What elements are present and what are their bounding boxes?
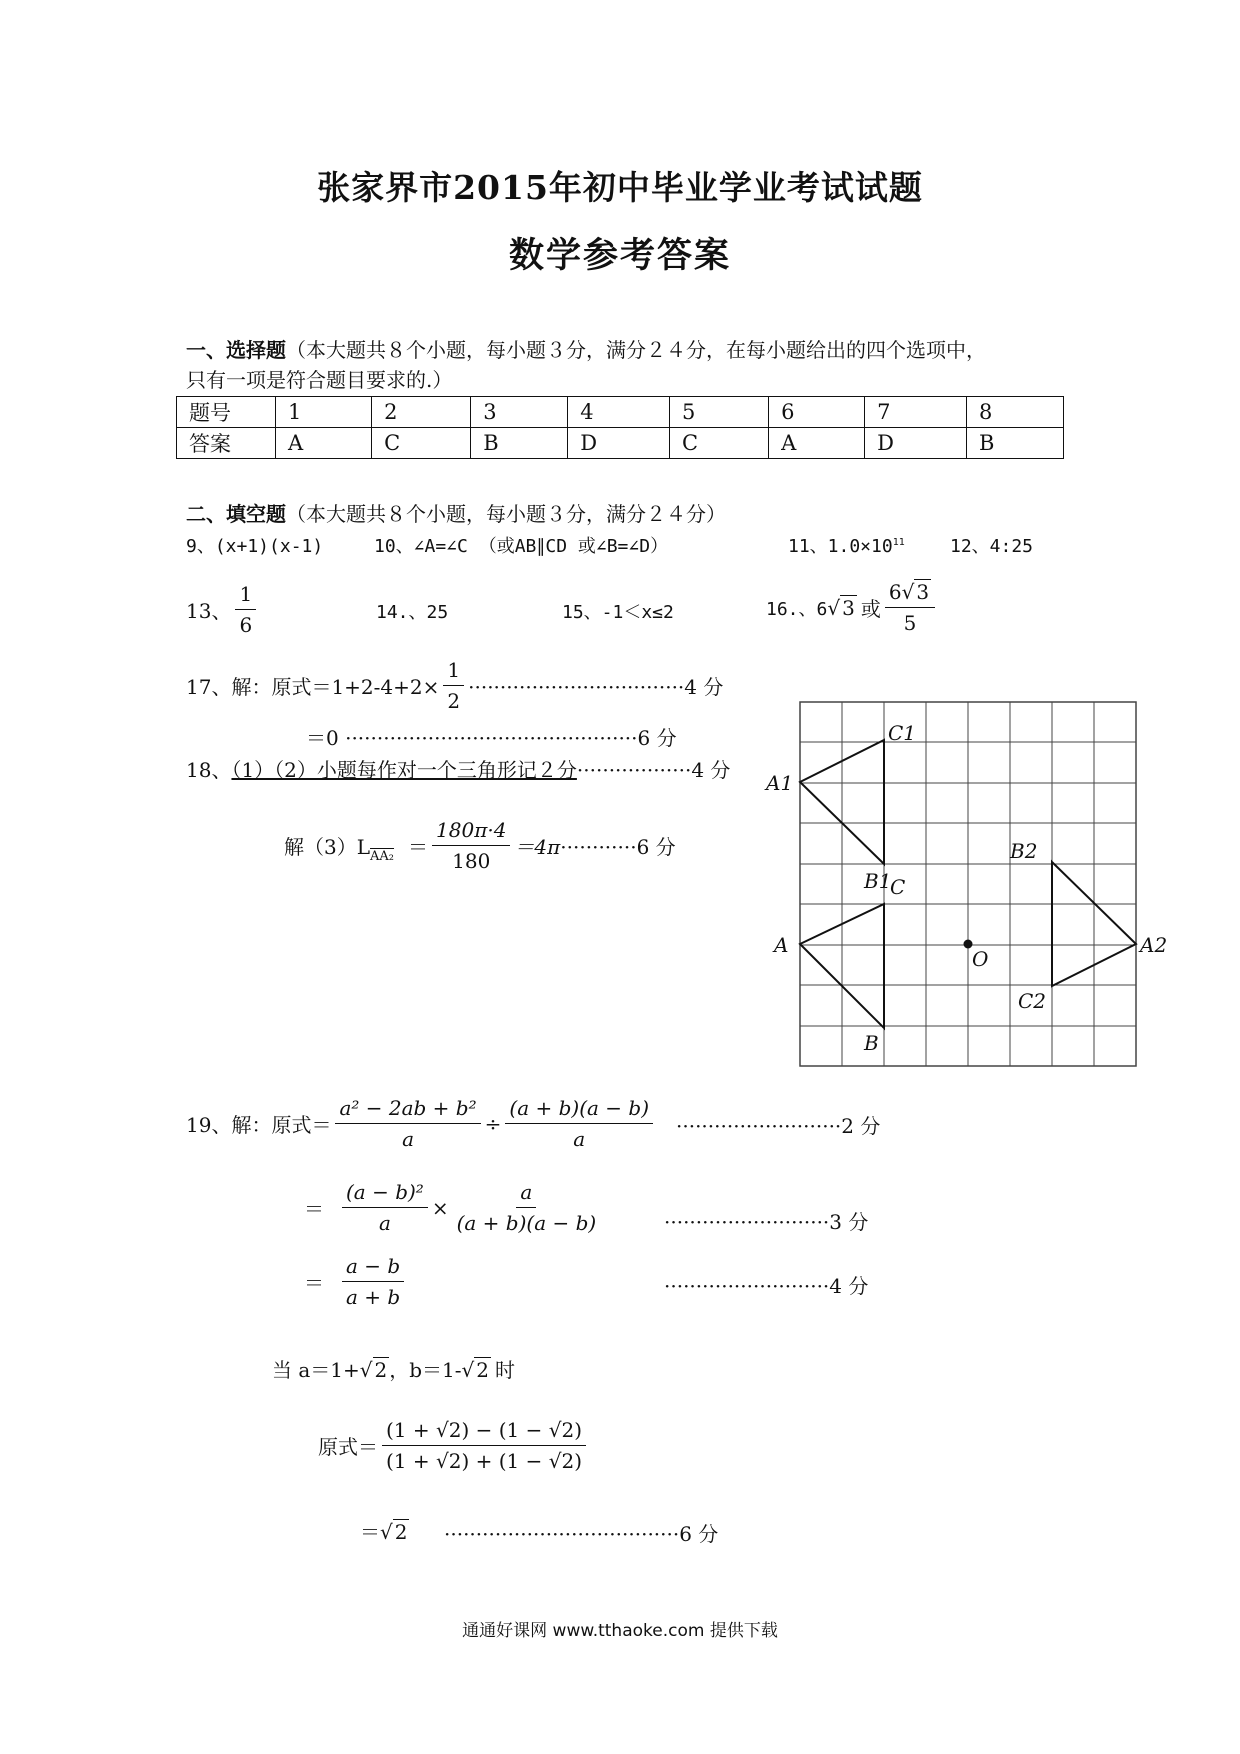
- q19-dots2: ··························3 分: [664, 1210, 869, 1234]
- label-c1: C1: [888, 721, 917, 745]
- q18-result: ＝4π: [514, 835, 561, 859]
- table-row: [177, 428, 1064, 459]
- section2-heading: 二、填空题: [186, 502, 286, 526]
- radicand: 2: [394, 1520, 408, 1544]
- answer-q11-base: 11、1.0×10: [788, 536, 893, 557]
- cond-mid: ，b＝1-: [389, 1358, 462, 1382]
- page-subtitle: 数学参考答案: [508, 235, 731, 276]
- answer-q13-label: 13、: [186, 599, 232, 623]
- answer-q16-or: 或: [860, 597, 881, 621]
- arc-subscript: AA₂: [370, 849, 395, 864]
- fraction-numerator: [885, 580, 935, 608]
- table-cell: C: [372, 428, 471, 459]
- answer-q12: 12、4:25: [950, 536, 1034, 557]
- answer-q16-label: 16.、6: [766, 598, 828, 620]
- q19-dots3: ··························4 分: [664, 1274, 869, 1298]
- page-title: 张家界市2015年初中毕业学业考试试题: [317, 168, 923, 207]
- fraction-denominator: (1 + √2) + (1 − √2): [386, 1449, 583, 1473]
- sqrt-expression: √ 2: [359, 1358, 388, 1382]
- fraction-denominator: 6: [239, 613, 253, 637]
- fraction-numerator: (a − b)²: [342, 1180, 428, 1208]
- fraction-numerator: 1: [235, 582, 256, 610]
- label-b2: B2: [1010, 839, 1038, 863]
- sqrt-expression: √ 3: [827, 595, 855, 620]
- fraction-numerator: a − b: [342, 1254, 404, 1282]
- label-a: A: [774, 933, 789, 957]
- q18-prefix: 18、: [186, 758, 232, 782]
- answer-q18-line2: [284, 818, 676, 873]
- section1-desc: （本大题共８个小题，每小题３分，满分２４分，在每小题给出的四个选项中，: [286, 338, 986, 362]
- label-a2: A2: [1140, 933, 1168, 957]
- table-cell: 5: [669, 397, 768, 428]
- sqrt-expression: √ 3: [901, 580, 930, 604]
- answer-q11-exp: 11: [892, 537, 905, 548]
- answer-q15: 15、-1＜x≤2: [562, 602, 674, 623]
- answer-table: [176, 396, 1064, 459]
- table-cell: B: [966, 428, 1063, 459]
- fraction-numerator: 1: [443, 658, 464, 686]
- radicand: 2: [374, 1358, 388, 1382]
- answer-q14: 14.、25: [376, 602, 449, 623]
- section2-line: [186, 498, 726, 527]
- fraction: [885, 580, 935, 635]
- fraction: [453, 1180, 601, 1235]
- section1-line1: [186, 334, 986, 363]
- fraction-denominator: 5: [903, 611, 917, 635]
- fraction-numerator: a: [516, 1180, 536, 1208]
- table-cell: 1: [276, 397, 372, 428]
- fraction: [235, 582, 256, 637]
- answer-q19-line5: [360, 1516, 409, 1545]
- table-cell: 7: [865, 397, 967, 428]
- sqrt-expression: √ 2: [380, 1520, 408, 1544]
- q19-condition: [272, 1354, 515, 1383]
- q19-prefix: 19、解：原式＝: [186, 1113, 332, 1137]
- label-c2: C2: [1018, 989, 1047, 1013]
- answer-q16: [766, 580, 939, 635]
- answer-q19-line3: [304, 1254, 408, 1309]
- fraction: [342, 1254, 404, 1309]
- equals-sign: ＝: [304, 1271, 324, 1295]
- equals-sign: ＝: [408, 835, 429, 859]
- table-row: [177, 397, 1064, 428]
- q18-dots: ··················4 分: [576, 758, 731, 782]
- fraction-denominator: a: [402, 1127, 414, 1151]
- fraction: [432, 818, 510, 873]
- label-b: B: [864, 1031, 879, 1055]
- fraction-denominator: 2: [447, 689, 461, 713]
- fraction-numerator: a² − 2ab + b²: [335, 1096, 480, 1124]
- fraction-denominator: a + b: [346, 1285, 401, 1309]
- fraction: [335, 1096, 480, 1151]
- table-cell: A: [276, 428, 372, 459]
- table-cell: 2: [372, 397, 471, 428]
- q18-underlined-text: （1）（2）小题每作对一个三角形记２分: [231, 758, 577, 782]
- radicand: 3: [842, 595, 855, 620]
- q17-prefix: 17、解：原式＝1+2-4+2×: [186, 675, 440, 699]
- label-c: C: [890, 875, 906, 899]
- radicand: 2: [476, 1358, 490, 1382]
- answer-q17-line1: [186, 658, 723, 713]
- footer-text: 通通好课网 www.tthaoke.com 提供下载: [462, 1621, 778, 1641]
- rotation-grid-figure: [760, 694, 1180, 1074]
- fraction: [342, 1180, 428, 1235]
- fraction-numerator: 180π·4: [432, 818, 510, 846]
- cond-prefix: 当 a＝1+: [272, 1358, 360, 1382]
- table-cell: 6: [769, 397, 865, 428]
- row-label-answer: 答案: [177, 428, 276, 459]
- answer-q13: [186, 582, 260, 637]
- fraction-denominator: 180: [452, 849, 491, 873]
- label-b1: B1: [864, 869, 892, 893]
- answer-q19-line2: [304, 1180, 604, 1235]
- fraction-numerator: (1 + √2) − (1 − √2): [382, 1418, 586, 1446]
- table-cell: B: [471, 428, 568, 459]
- table-cell: D: [568, 428, 670, 459]
- section1-desc2: 只有一项是符合题目要求的.）: [186, 368, 453, 392]
- label-o: O: [972, 947, 989, 971]
- q19-dots1: ··························2 分: [676, 1114, 881, 1138]
- equals-sign: ＝: [304, 1197, 324, 1221]
- fraction: [505, 1096, 653, 1151]
- table-cell: 3: [471, 397, 568, 428]
- sqrt-expression: √ 2: [461, 1358, 490, 1382]
- table-cell: A: [769, 428, 865, 459]
- fraction: [443, 658, 464, 713]
- answer-q11: [788, 532, 905, 558]
- q19-dots4: ·····································6 分: [444, 1522, 719, 1546]
- times-sign: ×: [431, 1195, 449, 1220]
- cond-suffix: 时: [495, 1358, 516, 1382]
- q18-dots2: ············6 分: [560, 835, 676, 859]
- orig-label: 原式＝: [318, 1435, 378, 1459]
- fraction-denominator: (a + b)(a − b): [456, 1211, 597, 1235]
- table-cell: C: [669, 428, 768, 459]
- fraction-denominator: a: [378, 1211, 391, 1235]
- fraction: [382, 1418, 586, 1473]
- table-cell: 4: [568, 397, 670, 428]
- divide-sign: ÷: [484, 1111, 502, 1136]
- radicand: 3: [916, 580, 930, 604]
- q18-line2-prefix: 解（3）L: [284, 835, 371, 859]
- fraction-numerator: (a + b)(a − b): [505, 1096, 653, 1124]
- coefficient: 6: [888, 580, 902, 604]
- answer-q19-line1: [186, 1096, 657, 1151]
- answer-q9: 9、(x+1)(x-1): [186, 536, 324, 557]
- equals-sign: ＝: [360, 1520, 380, 1544]
- fraction-denominator: a: [573, 1127, 586, 1151]
- answer-q10: 10、∠A=∠C （或AB∥CD 或∠B=∠D）: [374, 536, 669, 557]
- q17-dots: ··································4 分: [468, 675, 724, 699]
- row-label-number: 题号: [177, 397, 276, 428]
- answer-q18-line1: [186, 754, 730, 783]
- table-cell: D: [865, 428, 967, 459]
- answer-q19-line4: [318, 1418, 590, 1473]
- label-a1: A1: [766, 771, 794, 795]
- answer-q17-line2: ＝0 ··············································6 分: [306, 726, 677, 750]
- section1-heading: 一、选择题: [186, 338, 286, 362]
- section2-desc: （本大题共８个小题，每小题３分，满分２４分）: [286, 502, 726, 526]
- table-cell: 8: [966, 397, 1063, 428]
